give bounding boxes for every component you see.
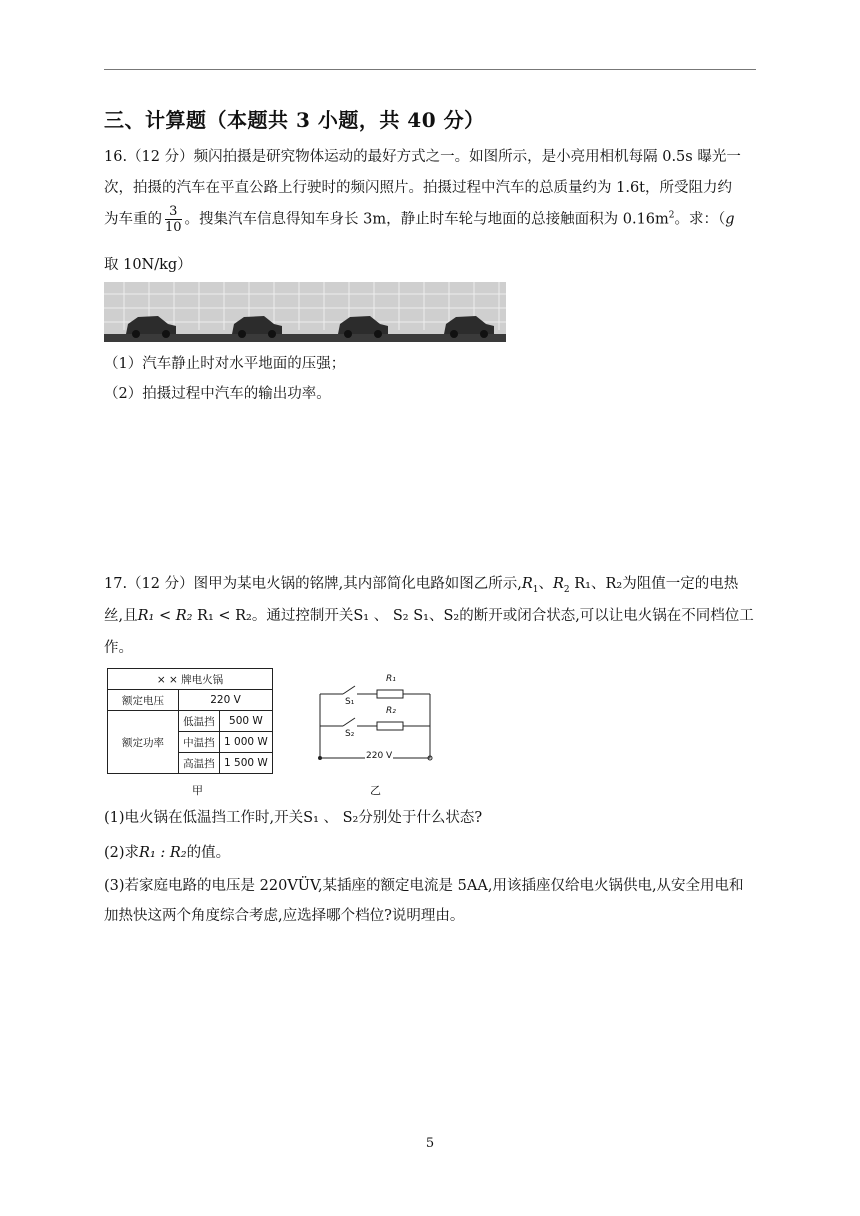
gear-low: 低温挡: [179, 711, 220, 732]
q17-line2-post: 的断开或闭合状态,可以让电火锅在不同档位工: [459, 608, 754, 624]
top-rule: [104, 69, 756, 70]
q16-line3-pre: 为车重的: [104, 211, 162, 228]
r1-subscript: 1: [532, 584, 539, 595]
q17-sub2-post: 的值。: [186, 845, 231, 861]
q17-sub3-line1: (3)若家庭电路的电压是 220VÜV,某插座的额定电流是 5AA,用该插座仅给电火锅供电,从安全用电和: [104, 878, 744, 894]
q16-line4: 取 10N/kg）: [104, 257, 192, 273]
q16-line3: [104, 204, 735, 235]
label-s1: S₁: [345, 697, 355, 707]
r1-symbol: R: [521, 576, 533, 592]
r2-symbol: R: [553, 576, 564, 592]
gear-mid: 中温挡: [179, 732, 220, 753]
q17-line2-mid: 。通过控制开关: [251, 608, 354, 624]
superscript-2: 2: [668, 210, 675, 221]
nameplate-table: [107, 668, 273, 774]
q17-line1-pre: 17.（12 分）图甲为某电火锅的铭牌,其内部简化电路如图乙所示,: [104, 576, 522, 592]
power-high: 1 500 W: [219, 753, 272, 774]
q16-sub1: （1）汽车静止时对水平地面的压强；: [104, 356, 346, 372]
q17-line1-dup: R₁、R₂: [569, 576, 623, 592]
q17-line2-pre: 丝,且: [104, 608, 138, 624]
separator: 、: [538, 576, 553, 592]
rated-voltage-value: 220 V: [179, 690, 273, 711]
power-mid: 1 000 W: [219, 732, 272, 753]
inequality-dup: R₁ < R₂: [192, 608, 252, 624]
g-symbol: g: [725, 211, 735, 228]
rated-voltage-label: 额定电压: [108, 690, 179, 711]
strobe-photo: [104, 282, 506, 342]
fraction-numerator: 3: [165, 204, 182, 220]
q17-line1: [104, 572, 738, 595]
label-r2: R₂: [386, 706, 396, 716]
fraction-3-10: [165, 204, 182, 235]
label-r1: R₁: [386, 674, 396, 684]
q17-line2: [104, 604, 754, 625]
switches: S₁ 、 S₂: [353, 608, 409, 624]
q16-line2: 次，拍摄的汽车在平直公路上行驶时的频闪照片。拍摄过程中汽车的总质量约为 1.6t，所受阻力约: [104, 180, 732, 196]
power-low: 500 W: [219, 711, 272, 732]
gear-high: 高温挡: [179, 753, 220, 774]
nameplate: [107, 668, 273, 774]
inequality: R₁ < R₂: [137, 608, 193, 624]
q16-line3-post: 。求：（: [674, 211, 726, 228]
label-s2: S₂: [345, 729, 355, 739]
q17-sub2: [104, 841, 230, 862]
q17-sub2-pre: (2)求: [104, 845, 140, 861]
q17-sub3-line2: 加热快这两个角度综合考虑,应选择哪个档位?说明理由。: [104, 908, 465, 924]
q17-sub1: (1)电火锅在低温挡工作时,开关S₁ 、 S₂分别处于什么状态?: [104, 810, 483, 826]
q17-line3: 作。: [104, 640, 133, 656]
circuit-diagram: [315, 672, 435, 768]
fraction-denominator: 10: [165, 220, 182, 235]
nameplate-title: × × 牌电火锅: [108, 669, 273, 690]
r2-subscript: 2: [563, 584, 570, 595]
label-voltage: 220 V: [366, 751, 393, 761]
ratio: R₁ : R₂: [139, 845, 187, 861]
rated-power-label: 额定功率: [108, 711, 179, 774]
caption-jia: 甲: [192, 784, 203, 797]
section-heading: 三、计算题（本题共 3 小题，共 40 分）: [104, 108, 485, 132]
strobe-photo-graphic: [104, 282, 506, 342]
q16-line3-mid: 。搜集汽车信息得知车身长 3m，静止时车轮与地面的总接触面积为 0.16m: [184, 211, 669, 228]
q17-line1-post: 为阻值一定的电热: [622, 576, 739, 592]
q16-line1: 16.（12 分）频闪拍摄是研究物体运动的最好方式之一。如图所示，是小亮用相机每隔 0.5s 曝光一: [104, 149, 741, 165]
caption-yi: 乙: [370, 784, 381, 797]
switches-dup: S₁、S₂: [408, 608, 460, 624]
q16-sub2: （2）拍摄过程中汽车的输出功率。: [104, 386, 331, 402]
page-number: 5: [425, 1136, 435, 1151]
